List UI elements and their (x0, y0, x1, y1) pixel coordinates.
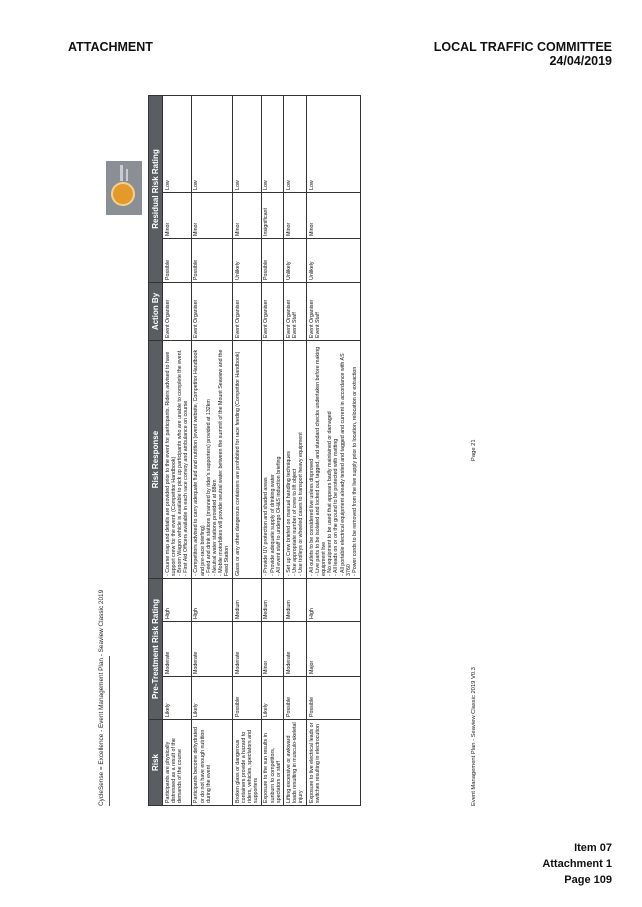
residual-likelihood-cell: Unlikely (233, 239, 262, 283)
committee-heading (434, 40, 612, 68)
risk-response-line: Glass or any other dangerous containers are prohibited for race feeding (Competitor Handbook) (234, 351, 241, 576)
risk-table (148, 95, 361, 806)
risk-response-cell (191, 341, 232, 579)
residual-likelihood-cell: Possible (261, 239, 284, 283)
residual-consequence-cell: Minor (233, 193, 262, 239)
pre-likelihood-cell: Possible (307, 677, 361, 720)
risk-response-line: - All portable electrical equipment already tested and tagged and current in accordance with AS 3760 (339, 353, 352, 576)
cyclesense-logo-icon (106, 161, 142, 215)
risk-response-line: - Competitors advised to carry adequate fluid and nutrition (event website, Competitor Handbook and pre-race briefing) (193, 349, 206, 576)
table-row (307, 95, 361, 805)
risk-cell: Exposure to live electrical leads or switches resulting in electrocution (307, 720, 361, 806)
pre-likelihood-cell: Possible (284, 677, 307, 720)
action-by-cell: Event Organiser Event Staff (284, 283, 307, 341)
risk-response-line: - All event staff to undergo OH&S induction briefing (275, 456, 282, 576)
pre-consequence-cell: Moderate (163, 622, 192, 677)
action-by-cell: Event Organiser Event Staff (307, 283, 361, 341)
action-by-cell: Event Organiser (233, 283, 262, 341)
risk-response-cell (261, 341, 284, 579)
page-footer (542, 840, 612, 888)
committee-date: 24/04/2019 (549, 54, 612, 68)
pre-consequence-cell: Minor (261, 622, 284, 677)
risk-response-line: - Provide adequate supply of drinking water (269, 474, 276, 576)
action-by-cell: Event Organiser (261, 283, 284, 341)
risk-cell: Participants become dehydrated or do not have enough nutrition during the event (191, 720, 232, 806)
risk-response-line: - No equipment to be used that appears badly maintained or damaged (327, 411, 334, 576)
risk-cell: Participants are physically distressed as a result of the demands of the course (163, 720, 192, 806)
pre-rating-cell: High (307, 579, 361, 622)
rotated-page-content (96, 96, 485, 806)
footer-page-number: Page 109 (564, 874, 612, 886)
residual-consequence-cell: Insignificant (261, 193, 284, 239)
footer-item: Item 07 (574, 842, 612, 854)
footer-attachment: Attachment 1 (542, 858, 612, 870)
risk-response-line: - Set up Crew briefed on manual handling techniques (285, 451, 292, 576)
action-by-cell: Event Organiser (191, 283, 232, 341)
risk-response-line: - Course map and details are provided prior to the event for participants. Riders advised to have support crew for the event. (Competitor Handbook) (164, 351, 177, 576)
pre-rating-cell: High (191, 579, 232, 622)
risk-response-line: - Live parts to be isolated and locked out, tagged, and standard checks undertaken before making equipment live (314, 346, 327, 576)
risk-response-line: - Broom Wagon vehicle is available to pick up participants who are unable to complete the event. (176, 349, 183, 576)
table-row (191, 95, 232, 805)
risk-response-line: - Mobile motorbikes will provide neutral water between the summit of the Mount Seaview and the Feed Station (218, 349, 231, 576)
residual-consequence-cell: Minor (284, 193, 307, 239)
pre-likelihood-cell: Possible (233, 677, 262, 720)
pre-consequence-cell: Moderate (233, 622, 262, 677)
risk-cell: Lifting excessive or awkward loads resulting in musculo-skeletal injury (284, 720, 307, 806)
residual-rating-cell: Low (261, 95, 284, 192)
table-row (233, 95, 262, 805)
header-pre-treatment: Pre-Treatment Risk Rating (149, 579, 163, 720)
residual-likelihood-cell: Unlikely (284, 239, 307, 283)
header-risk: Risk (149, 720, 163, 806)
residual-consequence-cell: Minor (163, 193, 192, 239)
risk-response-cell (307, 341, 361, 579)
risk-response-cell (284, 341, 307, 579)
pre-consequence-cell: Major (307, 622, 361, 677)
header-risk-response: Risk Response (149, 341, 163, 579)
residual-consequence-cell: Minor (307, 193, 361, 239)
risk-response-line: - Power cords to be removed from the live supply prior to location, relocation or extraction (351, 366, 358, 576)
table-row (284, 95, 307, 805)
committee-title: LOCAL TRAFFIC COMMITTEE (433, 40, 612, 54)
table-row (163, 95, 192, 805)
header-action-by: Action By (149, 283, 163, 341)
residual-rating-cell: Low (191, 95, 232, 192)
risk-response-cell (163, 341, 192, 579)
residual-rating-cell: Low (307, 95, 361, 192)
pre-rating-cell: Medium (284, 579, 307, 622)
pre-rating-cell: High (163, 579, 192, 622)
scanned-document-page (96, 96, 485, 806)
attachment-heading: ATTACHMENT (68, 40, 153, 54)
pre-rating-cell: Medium (261, 579, 284, 622)
risk-response-line: - Use appropriate number of crew to lift object (292, 468, 299, 576)
document-page-label: Page 21 (471, 439, 477, 461)
table-row (261, 95, 284, 805)
pre-likelihood-cell: Likely (191, 677, 232, 720)
residual-rating-cell: Low (233, 95, 262, 192)
residual-consequence-cell: Minor (191, 193, 232, 239)
header-residual: Residual Risk Rating (149, 95, 163, 282)
risk-response-cell (233, 341, 262, 579)
document-footer-text: Event Management Plan - Seaview Classic 2019 V0.3 (471, 667, 477, 806)
risk-response-line: - Provide UV protection and shaded areas (263, 477, 270, 576)
risk-cell: Exposure to the sun results in sunburn to competitors, spectators or staff (261, 720, 284, 806)
pre-consequence-cell: Moderate (191, 622, 232, 677)
residual-likelihood-cell: Possible (191, 239, 232, 283)
risk-response-line: - All outlets to be considered live unless disproved (308, 458, 315, 576)
risk-response-line: - Neutral water stations provided at 88km (211, 479, 218, 576)
risk-response-line: - Use trolleys or wheeled cases to transport heavy equipment (298, 432, 305, 576)
document-header-rule (109, 656, 110, 806)
document-header-text: CycleSense = Excellence - Event Management Plan - Seaview Classic 2019 (98, 589, 105, 806)
residual-rating-cell: Low (163, 95, 192, 192)
pre-consequence-cell: Moderate (284, 622, 307, 677)
pre-likelihood-cell: Likely (261, 677, 284, 720)
risk-response-line: - First Aid Officers available in each race convoy and ambulance on course (183, 400, 190, 576)
residual-likelihood-cell: Unlikely (307, 239, 361, 283)
residual-rating-cell: Low (284, 95, 307, 192)
residual-likelihood-cell: Possible (163, 239, 192, 283)
action-by-cell: Event Organiser (163, 283, 192, 341)
risk-response-line: - All leads on or on the ground to be protected with matting (333, 438, 340, 576)
risk-cell: Broken glass or dangerous containers provide a hazard to riders, vehicles, spectators and supporters (233, 720, 262, 806)
pre-likelihood-cell: Likely (163, 677, 192, 720)
pre-rating-cell: Medium (233, 579, 262, 622)
risk-response-line: - Feed and drink stations (manned by rider's supporters) provided at 132km (205, 399, 212, 576)
